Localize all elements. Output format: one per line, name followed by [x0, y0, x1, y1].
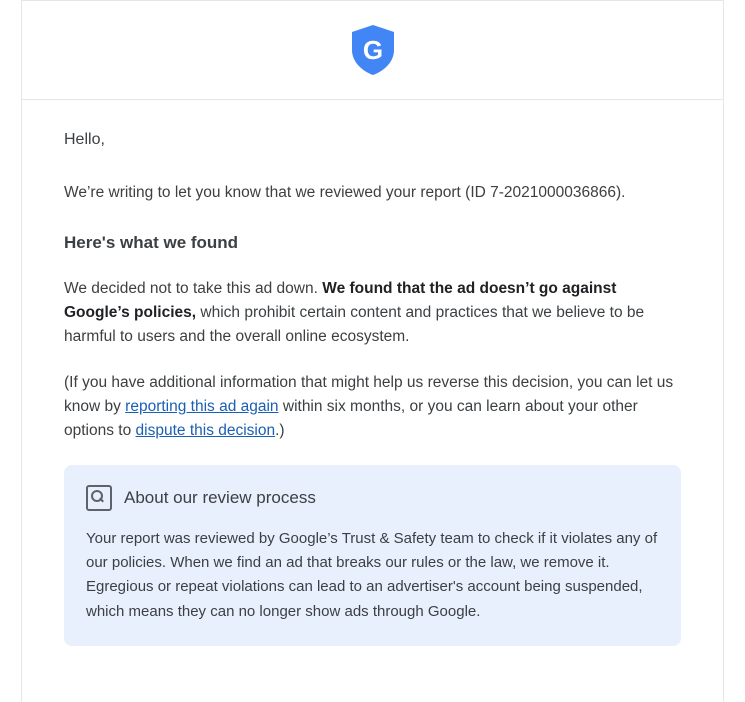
- email-card: [21, 0, 724, 702]
- decision-text-part1: We decided not to take this ad down.: [64, 279, 323, 297]
- dispute-decision-link[interactable]: dispute this decision: [135, 421, 276, 439]
- decision-text-part2: which prohibit certain content and practices that we believe to be harmful to users and the overall online ecosystem.: [64, 303, 645, 345]
- followup-text-part2: within six months, or you can learn about your other options to: [64, 397, 638, 439]
- followup-paragraph: [64, 371, 681, 443]
- greeting-text: Hello,: [64, 131, 105, 148]
- info-box-body: Your report was reviewed by Google’s Trust & Safety team to check if it violates any of our policies. When we find an ad that breaks our rules or the law, we remove it. Egregious or repeat violations can lead to an advertiser's account being suspended, which means they can no longer show ads through Google.: [86, 529, 658, 620]
- svg-text:G: G: [362, 35, 383, 65]
- intro-text: We’re writing to let you know that we reviewed your report (ID 7-2021000036866).: [64, 183, 626, 201]
- google-shield-icon: [350, 24, 396, 76]
- followup-text-part1: (If you have additional information that might help us reverse this decision, you can let us know by: [64, 373, 674, 415]
- magnifier-icon: [86, 485, 112, 511]
- info-box-title: About our review process: [124, 487, 316, 507]
- section-heading: Here's what we found: [64, 232, 239, 252]
- decision-text-bold: We found that the ad doesn’t go against Google’s policies,: [64, 279, 617, 321]
- review-process-info-box: [64, 465, 681, 646]
- report-ad-again-link[interactable]: reporting this ad again: [125, 397, 279, 415]
- email-body: [22, 100, 723, 646]
- info-box-header: [86, 485, 659, 511]
- email-header: [22, 1, 723, 100]
- followup-text-part3: .): [275, 421, 285, 439]
- decision-paragraph: [64, 277, 681, 349]
